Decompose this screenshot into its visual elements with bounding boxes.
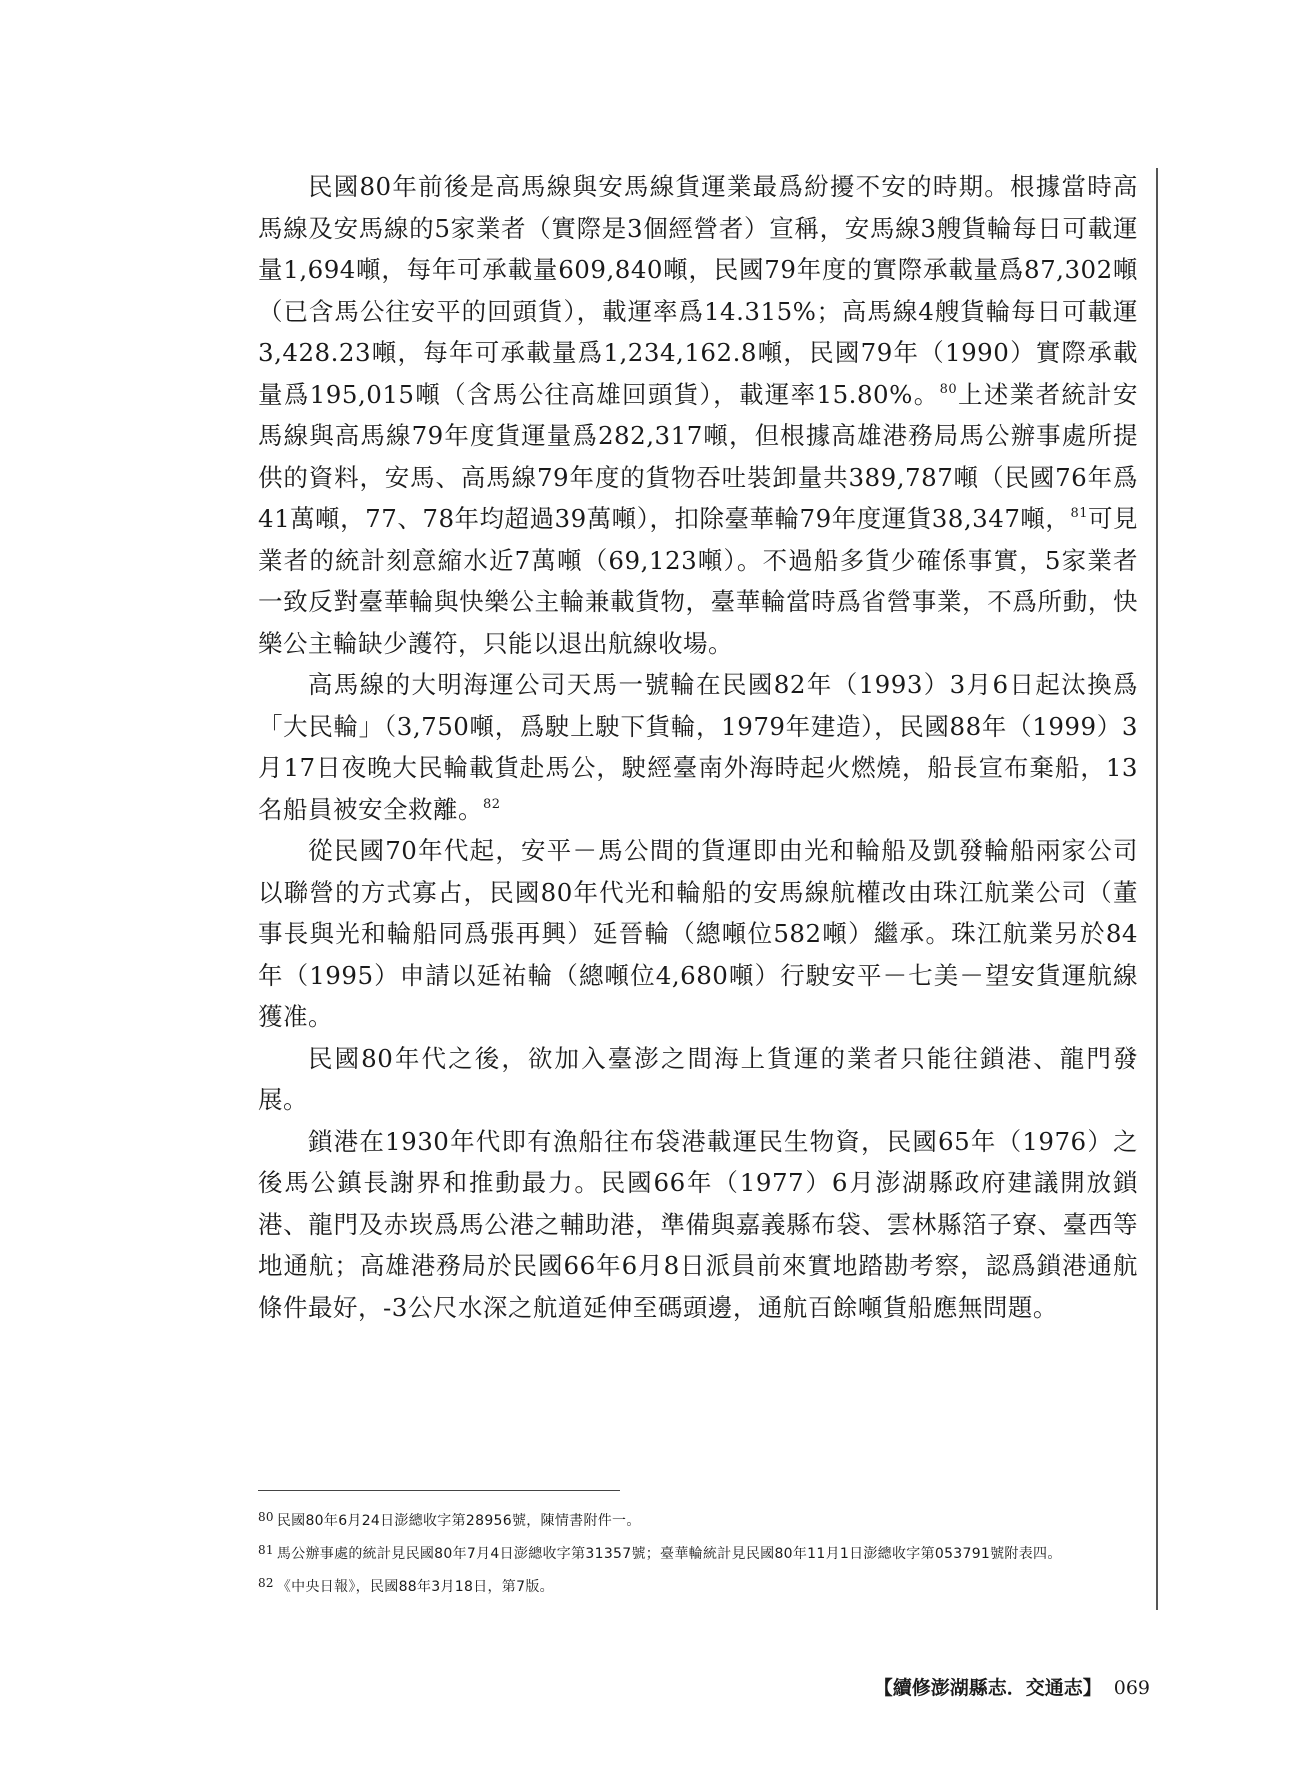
paragraph-1-text-before: 民國80年前後是高馬線與安馬線貨運業最爲紛擾不安的時期。根據當時高馬線及安馬線的5家業者（實際是3個經營者）宣稱，安馬線3艘貨輪每日可載運量1,694噸，每年可承載量609,840噸，民國79年度的實際承載量爲87,302噸（已含馬公往安平的回頭貨），載運率爲14.315%；高馬線4艘貨輪每日可載運3,428.23噸，每年可承載量爲1,234,162.8噸，民國79年（1990）實際承載量爲195,015噸（含馬公往高雄回頭貨），載運率15.80%。 xyxy=(258,172,1138,409)
footnote-number: 82 xyxy=(258,1576,274,1590)
footnote-82 xyxy=(258,1572,1138,1599)
footnote-text: 馬公辦事處的統計見民國80年7月4日澎總收字第31357號；臺華輪統計見民國80年11月1日澎總收字第053791號附表四。 xyxy=(276,1546,1062,1562)
paragraph-1-text-middle: 上述業者統計安馬線與高馬線79年度貨運量爲282,317噸，但根據高雄港務局馬公辦事處所提供的資料，安馬、高馬線79年度的貨物吞吐裝卸量共389,787噸（民國76年爲41萬噸，77、78年均超過39萬噸），扣除臺華輪79年度運貨38,347噸， xyxy=(258,379,1139,533)
footnote-81 xyxy=(258,1539,1138,1566)
page-number: 069 xyxy=(1113,1677,1150,1699)
paragraph-5: 鎖港在1930年代即有漁船往布袋港載運民生物資，民國65年（1976）之後馬公鎮長謝界和推動最力。民國66年（1977）6月澎湖縣政府建議開放鎖港、龍門及赤崁爲馬公港之輔助港，準備與嘉義縣布袋、雲林縣箔子寮、臺西等地通航；高雄港務局於民國66年6月8日派員前來實地踏勘考察，認爲鎖港通航條件最好，-3公尺水深之航道延伸至碼頭邊，通航百餘噸貨船應無問題。 xyxy=(258,1126,1138,1322)
footnote-number: 80 xyxy=(258,1510,274,1524)
paragraph-4: 民國80年代之後，欲加入臺澎之間海上貨運的業者只能往鎖港、龍門發展。 xyxy=(258,1043,1138,1114)
footnote-ref-82[interactable]: 82 xyxy=(483,796,501,812)
footnote-text: 民國80年6月24日澎總收字第28956號，陳情書附件一。 xyxy=(276,1513,641,1529)
book-title: 【續修澎湖縣志．交通志】 xyxy=(873,1677,1102,1699)
footnote-ref-81[interactable]: 81 xyxy=(1070,506,1088,521)
margin-rule xyxy=(1156,168,1158,1610)
paragraph-1 xyxy=(258,166,1138,664)
body-text xyxy=(258,166,1138,1328)
footnote-number: 81 xyxy=(258,1543,274,1557)
paragraph-2-text: 高馬線的大明海運公司天馬一號輪在民國82年（1993）3月6日起汰換爲「大民輪」（3,750噸，爲駛上駛下貨輪，1979年建造），民國88年（1999）3月17日夜晚大民輪載貨赴馬公，駛經臺南外海時起火燃燒，船長宣布棄船，13名船員被安全救離。 xyxy=(258,670,1138,824)
running-footer xyxy=(874,1675,1150,1701)
paragraph-1-text-after: 可見業者的統計刻意縮水近7萬噸（69,123噸）。不過船多貨少確係事實，5家業者一致反對臺華輪與快樂公主輪兼載貨物，臺華輪當時爲省營事業，不爲所動，快樂公主輪缺少護符，只能以退出航線收場。 xyxy=(258,504,1139,658)
footnote-separator xyxy=(258,1490,620,1491)
footnote-80 xyxy=(258,1506,1138,1533)
footnote-ref-80[interactable]: 80 xyxy=(939,381,958,397)
footnotes xyxy=(258,1506,1138,1605)
footnote-text: 《中央日報》，民國88年3月18日，第7版。 xyxy=(276,1579,554,1595)
paragraph-2 xyxy=(258,664,1138,830)
paragraph-3: 從民國70年代起，安平－馬公間的貨運即由光和輪船及凱發輪船兩家公司以聯營的方式寡占，民國80年代光和輪船的安馬線航權改由珠江航業公司（董事長與光和輪船同爲張再興）延晉輪（總噸位582噸）繼承。珠江航業另於84年（1995）申請以延祐輪（總噸位4,680噸）行駛安平－七美－望安貨運航線獲准。 xyxy=(258,836,1138,1031)
